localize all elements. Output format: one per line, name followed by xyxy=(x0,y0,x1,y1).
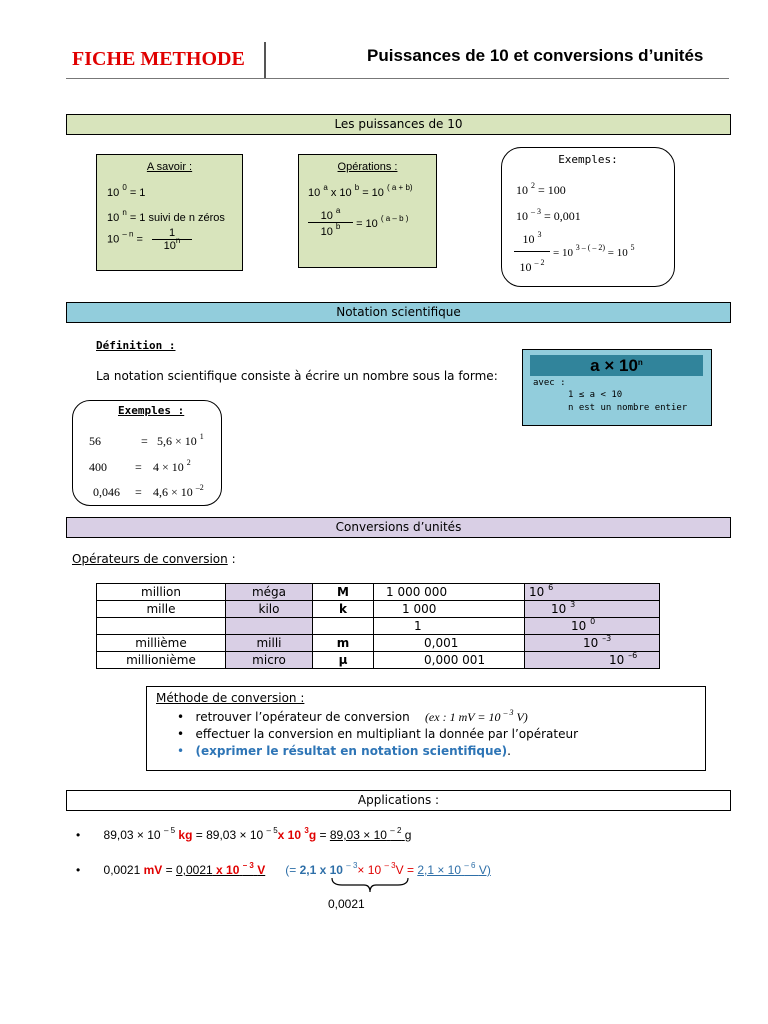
fiche-label: FICHE METHODE xyxy=(72,48,245,70)
section-bar-puissances: Les puissances de 10 xyxy=(66,114,731,135)
formula-avec: avec : xyxy=(533,378,566,388)
exemple-line2: 10 $^{- 3}$ = 0,001 xyxy=(516,207,581,223)
operations-line2: $\frac{10 ^a}{10 ^b}$ = 10 $^{( a - b )}$ xyxy=(308,210,408,238)
brace-icon xyxy=(330,876,410,894)
exemples-notation-title: Exemples : xyxy=(118,404,185,417)
exemple-0-046: 0,046 = 4,6 × 10 $^{-2}$ xyxy=(93,483,204,499)
table-row: 1 10 $^0$ xyxy=(97,618,660,635)
operations-title: Opérations : xyxy=(337,161,398,173)
method-step-3: • (exprimer le résultat en notation scientifique). xyxy=(177,744,511,758)
method-step-2: • effectuer la conversion en multipliant la donnée par l’opérateur xyxy=(177,727,579,741)
definition-text: La notation scientifique consiste à écrire un nombre sous la forme: xyxy=(96,369,498,383)
header-rule xyxy=(66,78,729,79)
application-1: • 89,03 × 10 $^{- 5}$ kg = 89,03 × 10 $^{- 5}$x 10 $^3$g = 89,03 × 10 $^{- 2}$ g xyxy=(76,826,412,842)
a-savoir-line1: 10 $^0$ = 1 xyxy=(107,183,146,199)
exemple-line1: 10 $^2$ = 100 xyxy=(516,181,566,197)
box-exemples-notation xyxy=(72,400,222,506)
conversion-table xyxy=(96,583,660,669)
exemple-56: 56 = 5,6 × 10 $^1$ xyxy=(89,432,204,448)
box-a-savoir xyxy=(96,154,243,271)
brace-label: 0,0021 xyxy=(328,897,365,911)
box-operations xyxy=(298,154,437,268)
table-row: mille kilo k 1 000 10 $^3$ xyxy=(97,601,660,618)
formula-box xyxy=(522,349,712,426)
a-savoir-line2: 10 $^n$ = 1 suivi de n zéros xyxy=(107,208,225,224)
a-savoir-line3: 10 $^{- n}$ = $\frac{1}{10^n}$ xyxy=(107,227,192,252)
formula-header: $a \times 10^n$ xyxy=(530,355,703,376)
exemple-line3: $\frac{10 ^3}{10 ^{- 2}}$ = 10 $^{3 - ( - 2)}$ = 10 $^5$ xyxy=(514,232,635,275)
definition-title: Définition : xyxy=(96,339,176,352)
exemple-400: 400 = 4 × 10 $^2$ xyxy=(89,458,191,474)
header-divider xyxy=(264,42,266,78)
application-2: • 0,0021 mV = 0,0021 x 10 $^{- 3}$ V (= 2,1 x 10 $^{- 3}$× 10 $^{- 3}$V = 2,1 × 10 $^{- 6}$ V) xyxy=(76,861,491,877)
method-box xyxy=(146,686,706,771)
section-bar-conversions: Conversions d’unités xyxy=(66,517,731,538)
section-bar-applications: Applications : xyxy=(66,790,731,811)
box-exemples-puissances xyxy=(501,147,675,287)
operators-label: Opérateurs de conversion : xyxy=(72,552,236,566)
table-row: millième milli m 0,001 10 $^{-3}$ xyxy=(97,635,660,652)
operations-line1: 10 $^a$ x 10 $^b$ = 10 $^{( a + b)}$ xyxy=(308,183,413,199)
section-bar-notation: Notation scientifique xyxy=(66,302,731,323)
a-savoir-title: A savoir : xyxy=(146,161,193,173)
table-row: million méga M 1 000 000 10 $^6$ xyxy=(97,584,660,601)
exemples-title: Exemples: xyxy=(558,153,618,166)
method-title: Méthode de conversion : xyxy=(156,691,305,705)
method-step-1: • retrouver l’opérateur de conversion (ex : 1 mV = 10 $^{- 3}$ V) xyxy=(177,708,528,724)
formula-condition-a: 1 ≤ a < 10 xyxy=(568,390,623,400)
page-title: Puissances de 10 et conversions d’unités xyxy=(367,46,704,65)
table-row: millionième micro µ 0,000 001 10 $^{-6}$ xyxy=(97,652,660,669)
formula-condition-n: n est un nombre entier xyxy=(568,403,688,413)
